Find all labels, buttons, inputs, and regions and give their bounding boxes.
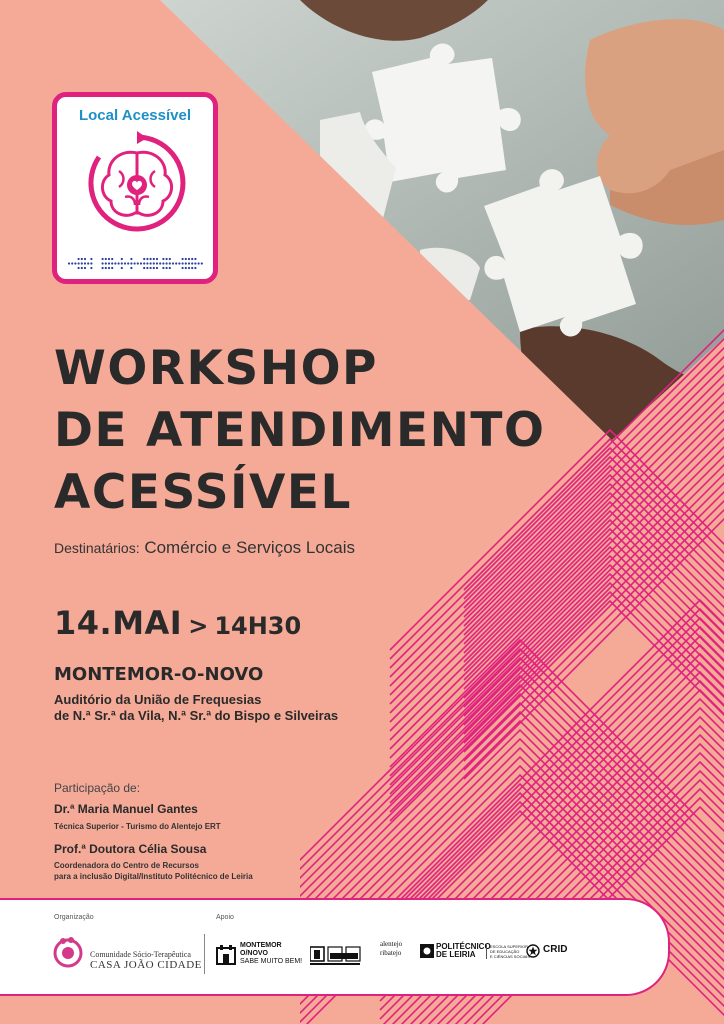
event-datetime xyxy=(54,604,301,642)
audience-label: Destinatários: xyxy=(54,540,140,556)
politecnico-text xyxy=(436,943,491,959)
speaker-2-role xyxy=(54,860,253,882)
support-label: Apoio xyxy=(216,914,234,921)
crid-star-icon xyxy=(526,944,540,958)
organization-label: Organização xyxy=(54,914,94,921)
speaker-2-role-line-1: Coordenadora do Centro de Recursos xyxy=(54,861,199,870)
montemor-line-2: O/NOVO xyxy=(240,950,269,957)
sponsors-footer xyxy=(0,898,670,996)
title-line-2: DE ATENDIMENTO xyxy=(54,403,546,458)
poli-sub-2: DE EDUCAÇÃO xyxy=(490,949,520,954)
poli-line-2: DE LEIRIA xyxy=(436,950,476,959)
accessible-place-badge xyxy=(52,92,218,284)
poli-sub-3: E CIÊNCIAS SOCIAIS xyxy=(490,954,531,959)
audience xyxy=(54,538,355,558)
alentejo-ribatejo-logo xyxy=(380,940,402,958)
politecnico-school xyxy=(486,944,530,959)
speaker-1-role-line-1: Técnica Superior - Turismo do Alentejo ERT xyxy=(54,822,221,831)
speaker-1-role xyxy=(54,821,221,832)
montemor-castle-icon xyxy=(216,944,236,966)
uniao-freguesias-logo xyxy=(310,944,374,968)
montemor-line-3: SABE MUITO BEM! xyxy=(240,958,303,965)
event-date: 14.MAI xyxy=(54,604,183,642)
speaker-2-role-line-2: para a inclusão Digital/Instituto Politécnico de Leiria xyxy=(54,872,253,881)
organization-name xyxy=(90,950,202,971)
brain-heart-icon xyxy=(85,131,189,235)
casa-joao-cidade-logo xyxy=(52,936,84,968)
poli-sub-1: ESCOLA SUPERIOR xyxy=(490,944,529,949)
speaker-1-name: Dr.ª Maria Manuel Gantes xyxy=(54,802,198,816)
date-separator: > xyxy=(188,612,209,640)
badge-title: Local Acessível xyxy=(78,107,191,124)
politecnico-square-icon xyxy=(420,944,434,958)
page-title xyxy=(54,338,545,524)
montemor-text xyxy=(240,942,302,966)
crid-text: CRID xyxy=(543,944,568,955)
alentejo-line-1: alentejo xyxy=(380,940,403,948)
venue-line-1: Auditório da União de Frequesias xyxy=(54,692,262,707)
org-line-1: Comunidade Sócio-Terapêutica xyxy=(90,950,191,959)
venue-line-2: de N.ª Sr.ª da Vila, N.ª Sr.ª do Bispo e Silveiras xyxy=(54,708,339,723)
braille-text xyxy=(67,257,205,271)
title-line-3: ACESSÍVEL xyxy=(54,465,352,520)
event-venue xyxy=(54,692,338,724)
speaker-2-name: Prof.ª Doutora Célia Sousa xyxy=(54,842,207,856)
event-time: 14H30 xyxy=(214,612,302,640)
poli-line-1: POLITÉCNICO xyxy=(436,942,491,951)
event-city: MONTEMOR-O-NOVO xyxy=(54,664,264,685)
participation-label: Participação de: xyxy=(54,781,141,795)
org-line-2: CASA JOÃO CIDADE xyxy=(90,959,202,971)
footer-divider xyxy=(204,934,205,974)
alentejo-line-2: ribatejo xyxy=(380,949,402,957)
montemor-line-1: MONTEMOR xyxy=(240,942,282,949)
audience-value: Comércio e Serviços Locais xyxy=(144,538,356,557)
title-line-1: WORKSHOP xyxy=(54,341,378,396)
